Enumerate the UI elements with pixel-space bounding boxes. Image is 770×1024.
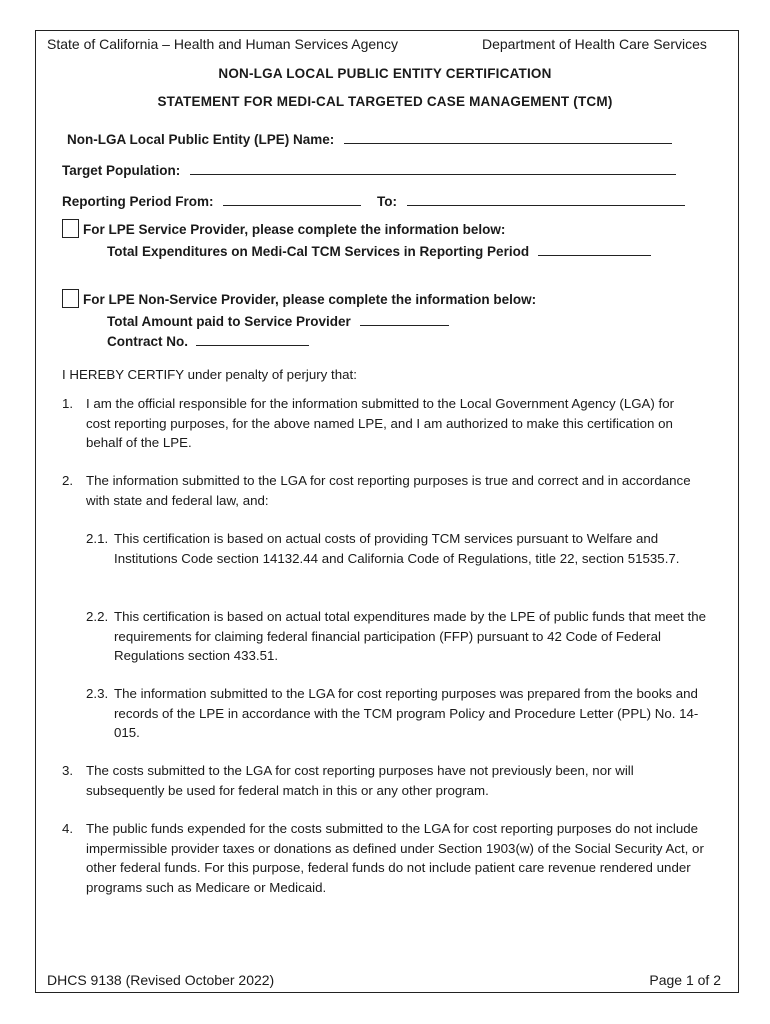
reporting-period-field: [62, 193, 685, 209]
item-text: The costs submitted to the LGA for cost reporting purposes have not previously been, nor will subsequently be used for federal match in this or any other program.: [86, 763, 634, 798]
target-population-field: [62, 162, 676, 178]
subitem-text: This certification is based on actual costs of providing TCM services pursuant to Welfare and Institutions Code section 14132.44 and California Code of Regulations, title 22, section 51535.7.: [114, 531, 680, 566]
lpe-name-field: [67, 131, 672, 147]
reporting-to-input[interactable]: [407, 193, 685, 206]
form-id: DHCS 9138 (Revised October 2022): [47, 972, 275, 988]
contract-number-input[interactable]: [196, 333, 309, 346]
agency-header: State of California – Health and Human Services Agency: [47, 36, 398, 52]
subitem-text: The information submitted to the LGA for cost reporting purposes was prepared from the books and records of the LPE in accordance with the TCM program Policy and Procedure Letter (PPL) No. 14-015.: [114, 686, 699, 740]
expenditures-field: [107, 243, 651, 259]
item-text: The public funds expended for the costs submitted to the LGA for cost reporting purposes do not include impermissible provider taxes or donations as defined under Section 1903(w) of the Social Security Act, or other federal funds. For this purpose, federal funds do not include patient care revenue rendered under programs such as Medicare or Medicaid.: [86, 821, 704, 895]
item-text: I am the official responsible for the information submitted to the Local Government Agency (LGA) for cost reporting purposes, for the above named LPE, and I am authorized to make this certification on behalf of the LPE.: [86, 396, 675, 450]
item-number: 4.: [62, 821, 74, 836]
non-service-provider-heading: For LPE Non-Service Provider, please complete the information below:: [83, 292, 537, 307]
subitem-number: 2.3.: [86, 686, 109, 701]
amount-paid-label: Total Amount paid to Service Provider: [107, 314, 351, 329]
target-population-input[interactable]: [190, 162, 676, 175]
reporting-from-input[interactable]: [223, 193, 361, 206]
subitem-number: 2.1.: [86, 531, 109, 546]
item-text: The information submitted to the LGA for cost reporting purposes is true and correct and in accordance with state and federal law, and:: [86, 473, 691, 508]
subitem-text: This certification is based on actual total expenditures made by the LPE of public funds that meet the requirements for claiming federal financial participation (FFP) pursuant to 42 Code of Federal Regulations section 433.51.: [114, 609, 707, 663]
contract-number-label: Contract No.: [107, 334, 188, 349]
expenditures-input[interactable]: [538, 243, 651, 256]
page-number: Page 1 of 2: [649, 972, 721, 988]
reporting-from-label: Reporting Period From:: [62, 194, 214, 209]
non-service-provider-checkbox[interactable]: [62, 289, 79, 308]
service-provider-checkbox[interactable]: [62, 219, 79, 238]
contract-number-field: [107, 333, 309, 349]
subitem-number: 2.2.: [86, 609, 109, 624]
amount-paid-field: [107, 313, 449, 329]
form-title-line1: NON-LGA LOCAL PUBLIC ENTITY CERTIFICATION: [218, 66, 552, 81]
form-title-line2: STATEMENT FOR MEDI-CAL TARGETED CASE MANAGEMENT (TCM): [157, 94, 613, 109]
reporting-to-label: To:: [377, 194, 398, 209]
service-provider-heading: For LPE Service Provider, please complete the information below:: [83, 222, 506, 237]
item-number: 3.: [62, 763, 74, 778]
item-number: 2.: [62, 473, 74, 488]
expenditures-label: Total Expenditures on Medi-Cal TCM Services in Reporting Period: [107, 244, 530, 259]
target-population-label: Target Population:: [62, 163, 181, 178]
certify-intro: I HEREBY CERTIFY under penalty of perjury that:: [62, 367, 357, 382]
lpe-name-label: Non-LGA Local Public Entity (LPE) Name:: [67, 132, 335, 147]
amount-paid-input[interactable]: [360, 313, 449, 326]
item-number: 1.: [62, 396, 74, 411]
lpe-name-input[interactable]: [344, 131, 672, 144]
department-header: Department of Health Care Services: [482, 36, 707, 52]
